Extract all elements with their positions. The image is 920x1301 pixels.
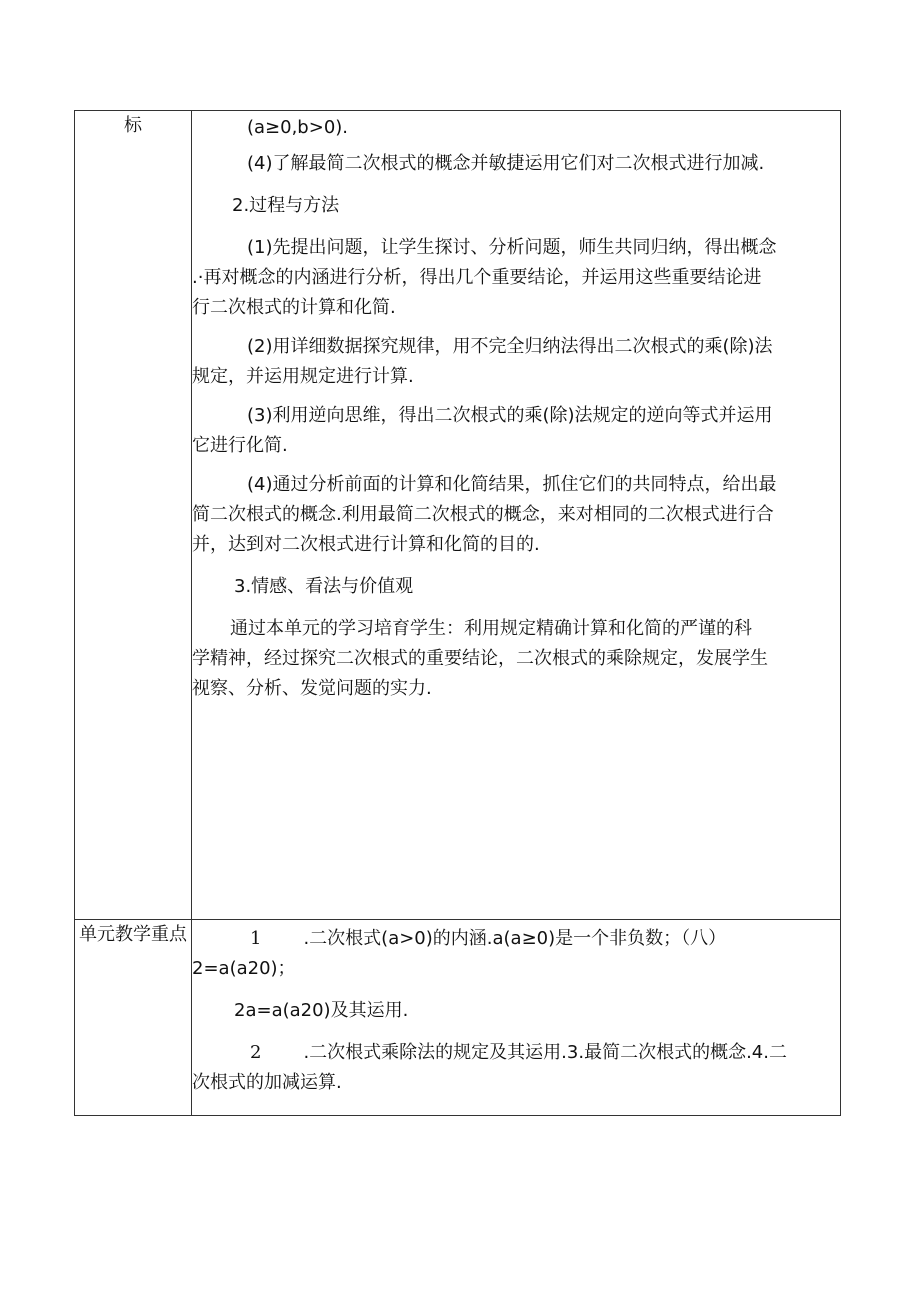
key-point-1-line3: 2a=a(a20)及其运用. <box>234 1000 409 1021</box>
method-2-line2: 规定，并运用规定进行计算. <box>192 366 414 387</box>
key-point-2-cont: 次根式的加减运算. <box>192 1072 342 1093</box>
lesson-plan-table <box>74 110 841 1116</box>
key-point-1 <box>192 924 840 954</box>
key-point-1-cont: 2=a(a20)； <box>192 958 296 979</box>
key-point-2-number: 2 <box>250 1042 262 1063</box>
key-point-2 <box>192 1038 840 1068</box>
method-3-line1: (3)利用逆向思维，得出二次根式的乘(除)法规定的逆向等式并运用 <box>247 405 773 426</box>
method-2-line1: (2)用详细数据探究规律，用不完全归纳法得出二次根式的乘(除)法 <box>247 336 773 357</box>
method-4-line2: 简二次根式的概念.利用最简二次根式的概念，来对相同的二次根式进行合 <box>192 504 774 525</box>
emotion-line1: 通过本单元的学习培育学生：利用规定精确计算和化简的严谨的科 <box>230 618 752 639</box>
method-1-line1: (1)先提出问题，让学生探讨、分析问题，师生共同归纳，得出概念 <box>247 237 777 258</box>
emotion-line2: 学精神，经过探究二次根式的重要结论，二次根式的乘除规定，发展学生 <box>192 648 768 669</box>
key-points-row <box>75 920 841 1116</box>
objective-4: (4)了解最简二次根式的概念并敏捷运用它们对二次根式进行加减. <box>247 153 765 174</box>
key-point-2-text: .二次根式乘除法的规定及其运用.3.最简二次根式的概念.4.二 <box>303 1042 787 1063</box>
key-point-1-number: 1 <box>250 928 262 949</box>
key-points-label: 单元教学重点 <box>75 920 192 1116</box>
method-1-line2: .·再对概念的内涵进行分析，得出几个重要结论，并运用这些重要结论进 <box>192 267 762 288</box>
method-3-line2: 它进行化简. <box>192 435 288 456</box>
objectives-row <box>75 111 841 920</box>
method-1-line3: 行二次根式的计算和化简. <box>192 297 396 318</box>
key-points-content <box>192 920 841 1116</box>
emotion-heading: 3.情感、看法与价值观 <box>234 576 414 597</box>
objectives-content <box>192 111 841 920</box>
condition-line: (a≥0,b>0). <box>247 117 349 138</box>
objectives-label: 标 <box>75 111 192 920</box>
emotion-line3: 视察、分析、发觉问题的实力. <box>192 678 432 699</box>
method-4-line1: (4)通过分析前面的计算和化简结果，抓住它们的共同特点，给出最 <box>247 474 777 495</box>
process-method-heading: 2.过程与方法 <box>232 195 340 216</box>
method-4-line3: 并，达到对二次根式进行计算和化简的目的. <box>192 534 540 555</box>
key-point-1-text: .二次根式(a>0)的内涵.a(a≥0)是一个非负数；（八） <box>303 928 727 949</box>
